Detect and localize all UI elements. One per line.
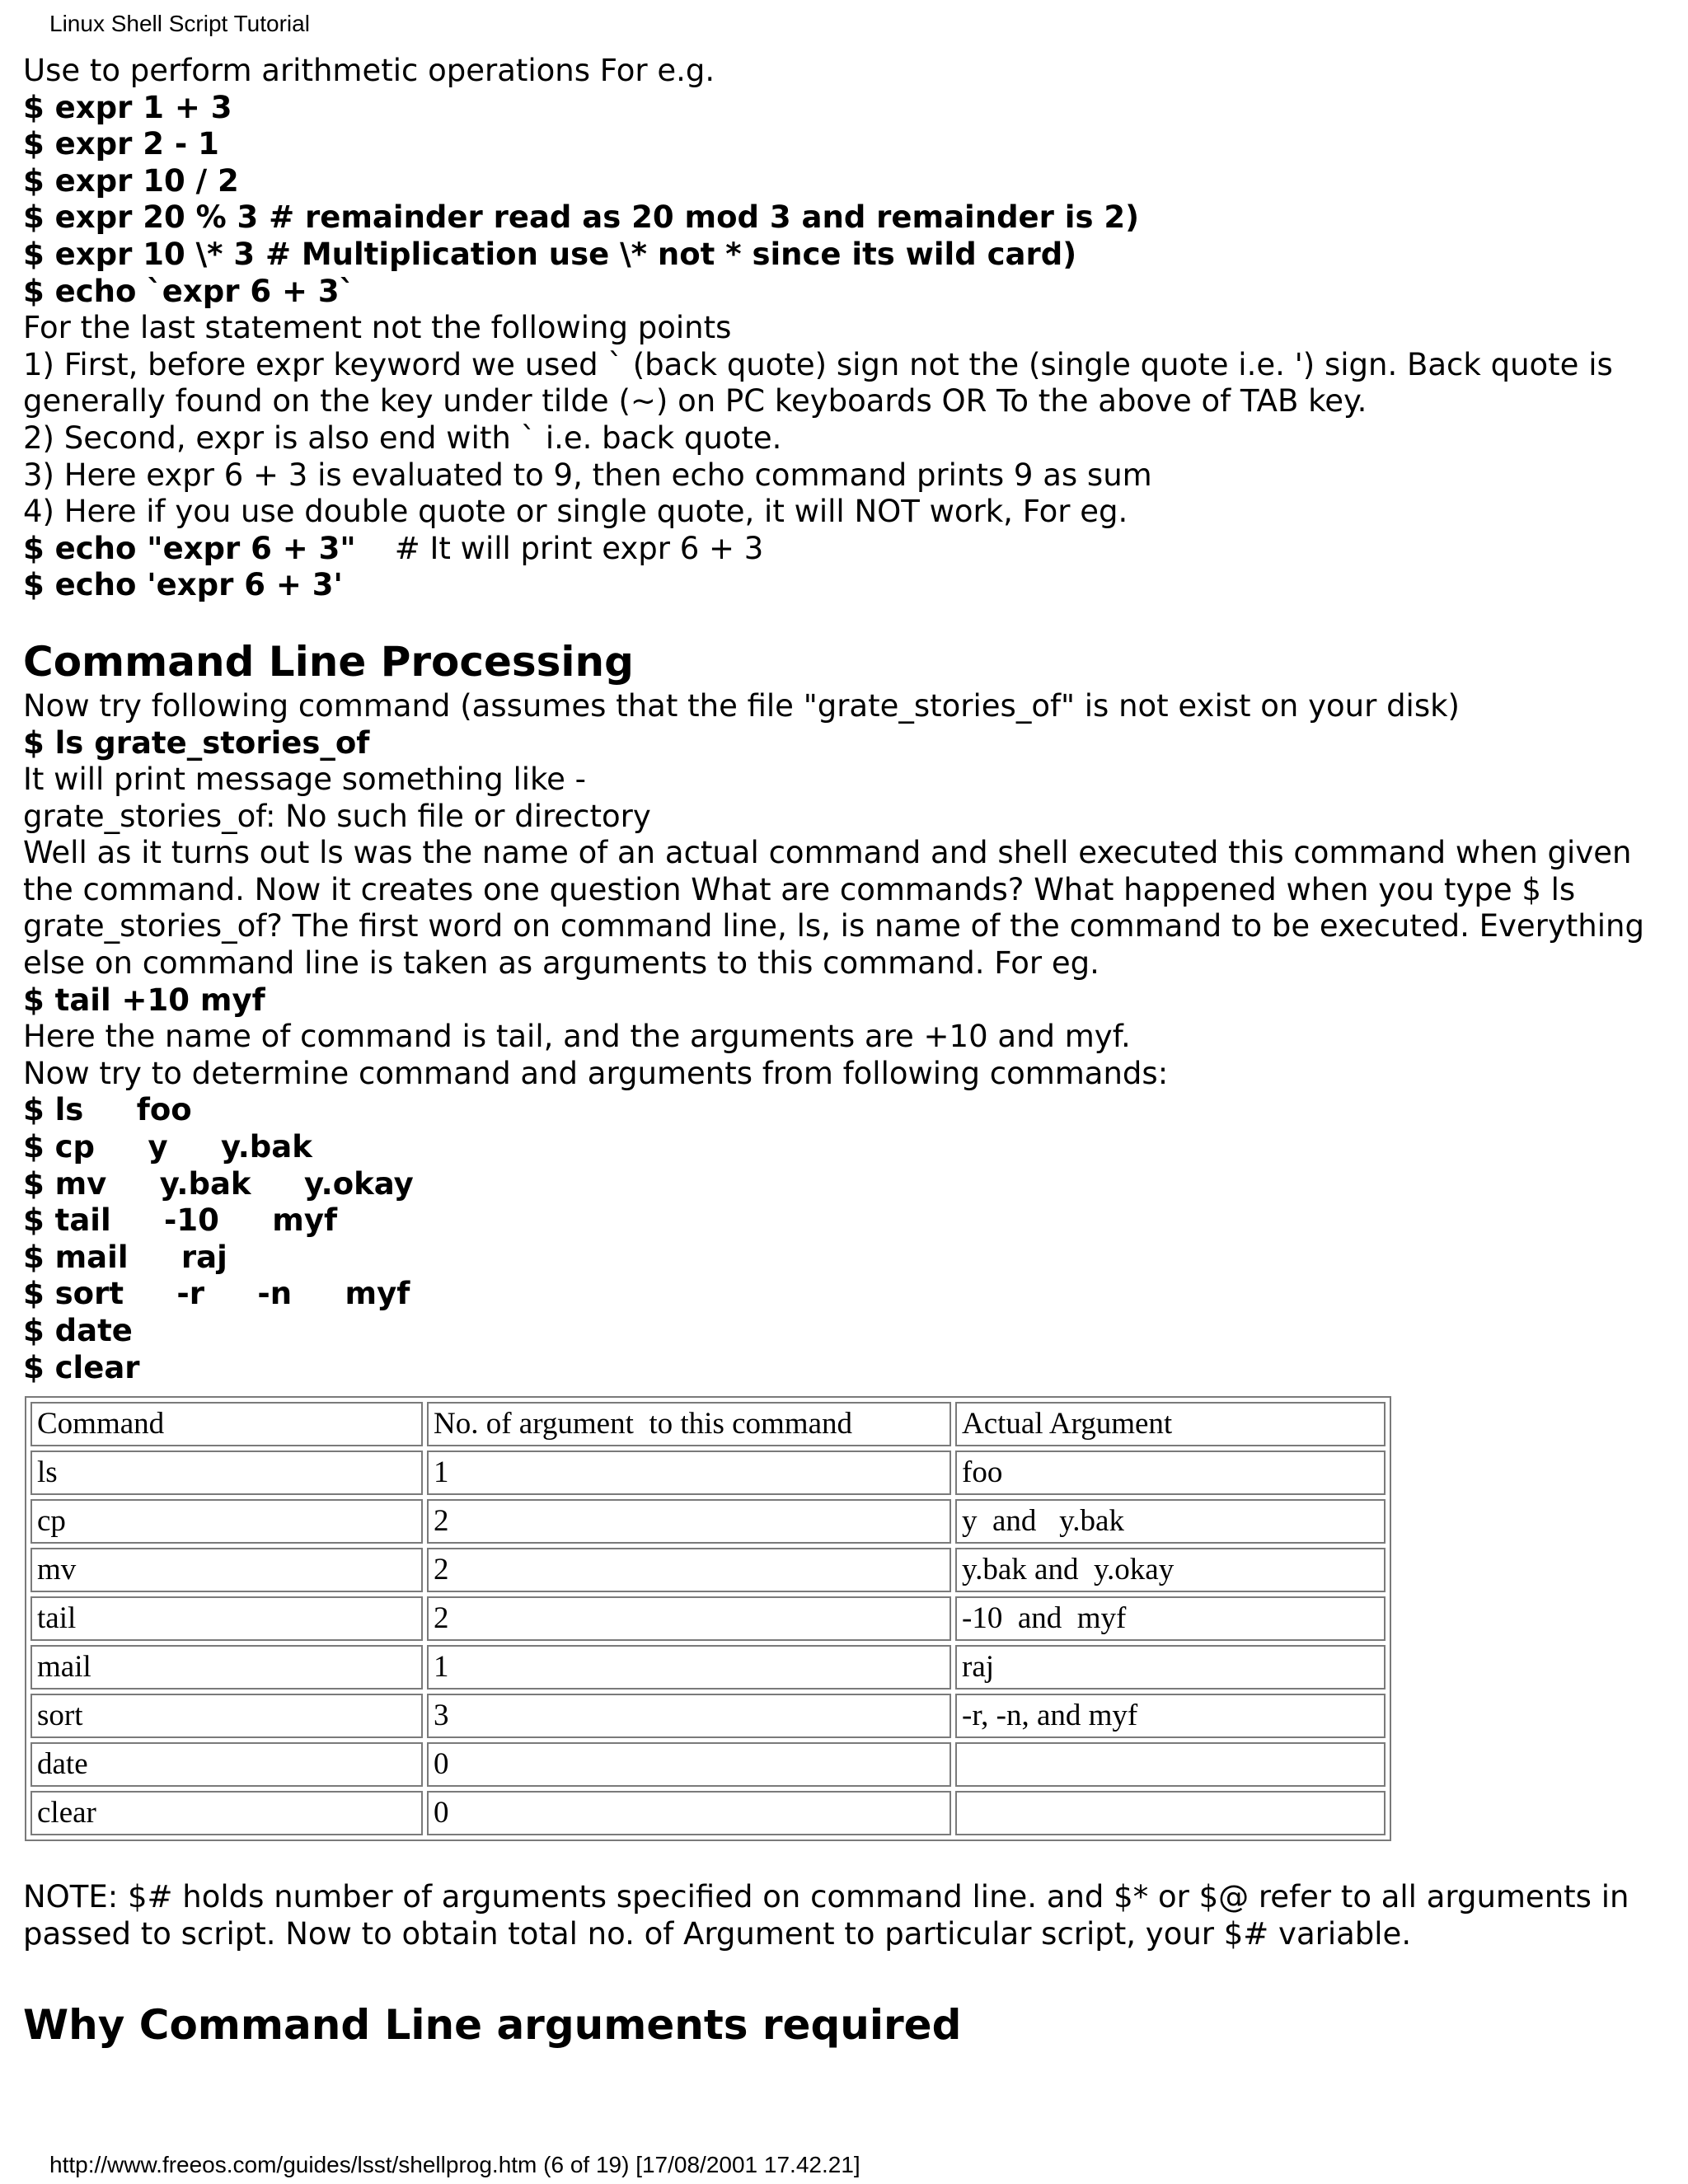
command-example: $ mail raj <box>23 1239 227 1275</box>
table-cell: -10 and myf <box>955 1596 1386 1641</box>
command-example: $ sort -r -n myf <box>23 1276 410 1312</box>
clp-tail-cmd: $ tail +10 myf <box>23 982 265 1018</box>
table-header-cell: Command <box>30 1402 423 1446</box>
page-footer: http://www.freeos.com/guides/lsst/shellprog.htm (6 of 19) [17/08/2001 17.42.21] <box>49 2152 860 2177</box>
table-header-cell: Actual Argument <box>955 1402 1386 1446</box>
table-cell: cp <box>30 1499 423 1544</box>
table-cell: y and y.bak <box>955 1499 1386 1544</box>
expr-example: $ expr 10 / 2 <box>23 162 239 199</box>
clp-print-msg: It will print message something like - <box>23 762 586 798</box>
table-cell: sort <box>30 1694 423 1738</box>
command-example: $ cp y y.bak <box>23 1129 312 1165</box>
table-cell: foo <box>955 1451 1386 1495</box>
table-cell: mv <box>30 1548 423 1592</box>
echo-double-line <box>23 531 1663 568</box>
expr-example: $ echo `expr 6 + 3` <box>23 273 355 309</box>
page-header: Linux Shell Script Tutorial <box>49 11 310 36</box>
table-cell: date <box>30 1742 423 1787</box>
main-content <box>23 53 1663 2050</box>
expr-example: $ expr 1 + 3 <box>23 89 232 125</box>
expr-example: $ expr 20 % 3 # remainder read as 20 mod 3 and remainder is 2) <box>23 199 1140 236</box>
table-cell: 2 <box>427 1499 951 1544</box>
table-cell: clear <box>30 1791 423 1835</box>
command-example: $ clear <box>23 1349 140 1385</box>
command-example: $ tail -10 myf <box>23 1202 338 1239</box>
table-row <box>30 1645 1386 1690</box>
clp-heading: Command Line Processing <box>23 637 634 686</box>
clp-tail-explain: Here the name of command is tail, and the arguments are +10 and myf. <box>23 1019 1131 1055</box>
table-row <box>30 1548 1386 1592</box>
why-heading: Why Command Line arguments required <box>23 2001 962 2050</box>
clp-ls-cmd: $ ls grate_stories_of <box>23 724 370 761</box>
echo-double-cmd: $ echo "expr 6 + 3" <box>23 530 356 566</box>
clp-error-msg: grate_stories_of: No such file or directory <box>23 798 651 834</box>
table-header-row <box>30 1402 1386 1446</box>
expr-example: $ expr 10 \* 3 # Multiplication use \* not * since its wild card) <box>23 236 1077 272</box>
table-cell: raj <box>955 1645 1386 1690</box>
table-cell <box>955 1742 1386 1787</box>
table-row <box>30 1742 1386 1787</box>
point-item: 1) First, before expr keyword we used ` (back quote) sign not the (single quote i.e. ') sign. Back quote is generally found on the key under tilde (~) on PC keyboards OR To the above of TAB key. <box>23 346 1623 419</box>
table-cell: mail <box>30 1645 423 1690</box>
command-example: $ ls foo <box>23 1092 192 1128</box>
arguments-table <box>25 1396 1391 1841</box>
table-cell: 1 <box>427 1451 951 1495</box>
point-item: 2) Second, expr is also end with ` i.e. back quote. <box>23 419 782 456</box>
arguments-table-wrapper <box>25 1396 1663 1841</box>
table-header-cell: No. of argument to this command <box>427 1402 951 1446</box>
table-cell: tail <box>30 1596 423 1641</box>
table-row <box>30 1791 1386 1835</box>
table-row <box>30 1499 1386 1544</box>
clp-try-text: Now try following command (assumes that the file "grate_stories_of" is not exist on your disk) <box>23 687 1460 724</box>
table-cell: -r, -n, and myf <box>955 1694 1386 1738</box>
table-cell: 2 <box>427 1548 951 1592</box>
table-cell: 0 <box>427 1742 951 1787</box>
arguments-note: NOTE: $# holds number of arguments specified on command line. and $* or $@ refer to all arguments in passed to script. Now to obtain total no. of Argument to particular script, your $# variable. <box>23 1879 1639 1952</box>
table-row <box>30 1596 1386 1641</box>
expr-intro: Use to perform arithmetic operations For e.g. <box>23 53 715 88</box>
command-example: $ date <box>23 1313 133 1348</box>
points-intro: For the last statement not the following points <box>23 310 732 346</box>
expr-example: $ expr 2 - 1 <box>23 126 219 162</box>
table-cell: 1 <box>427 1645 951 1690</box>
clp-determine-text: Now try to determine command and arguments from following commands: <box>23 1055 1169 1091</box>
echo-single-cmd: $ echo 'expr 6 + 3' <box>23 567 343 603</box>
table-row <box>30 1694 1386 1738</box>
table-cell: 3 <box>427 1694 951 1738</box>
table-cell: y.bak and y.okay <box>955 1548 1386 1592</box>
table-cell <box>955 1791 1386 1835</box>
table-cell: 2 <box>427 1596 951 1641</box>
echo-double-comment: # It will print expr 6 + 3 <box>355 530 764 566</box>
table-row <box>30 1451 1386 1495</box>
point-item: 4) Here if you use double quote or single quote, it will NOT work, For eg. <box>23 494 1128 530</box>
clp-explanation: Well as it turns out ls was the name of an actual command and shell executed this command when given the command. Now it creates one question What are commands? What happened when you type $ ls grate_stories_of? The first word on command line, ls, is name of the command to be executed. Everything else on command line is taken as arguments to this command. For eg. <box>23 835 1654 982</box>
table-cell: 0 <box>427 1791 951 1835</box>
table-cell: ls <box>30 1451 423 1495</box>
point-item: 3) Here expr 6 + 3 is evaluated to 9, then echo command prints 9 as sum <box>23 457 1152 493</box>
command-example: $ mv y.bak y.okay <box>23 1165 414 1202</box>
